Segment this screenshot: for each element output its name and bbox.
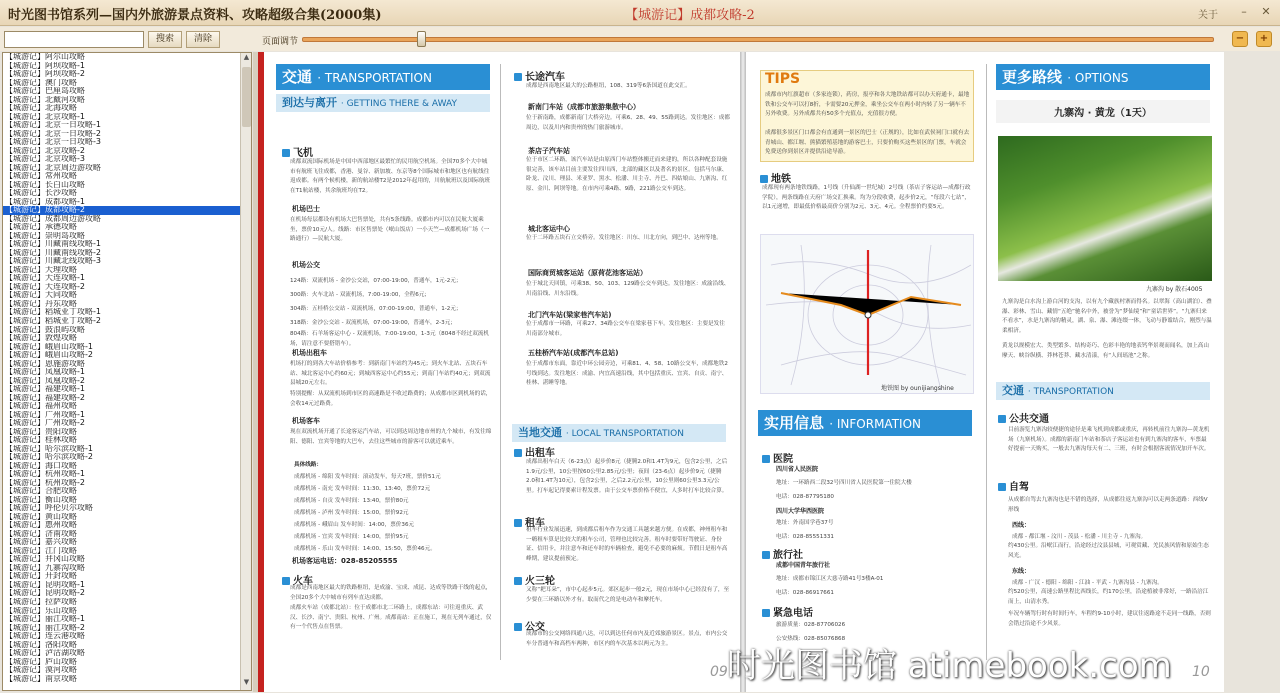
book-list-item[interactable]: 【城游记】丽江攻略-2 <box>5 623 85 632</box>
selfdrive-heading: 自驾 <box>998 478 1029 493</box>
book-list-item[interactable]: 【城游记】敦煌攻略 <box>5 334 77 343</box>
book-list-item[interactable]: 【城游记】成都攻略-1 <box>5 197 85 206</box>
zoom-slider-track[interactable] <box>302 37 1214 42</box>
book-list-item[interactable]: 【城游记】昆明攻略-2 <box>5 589 85 598</box>
transport-banner-en: · TRANSPORTATION <box>317 71 432 85</box>
book-list-item[interactable]: 【城游记】崇明岛攻略 <box>5 231 85 240</box>
local-banner <box>512 424 726 442</box>
book-list-item[interactable]: 【城游记】乐山攻略 <box>5 606 77 615</box>
book-list-item[interactable]: 【城游记】稻城亚丁攻略-2 <box>5 316 101 325</box>
international-para: 位于城北天回镇，可乘38、50、103、129路公交车到达。发往地区：成渝沿线、川南沿线、川东沿线。 <box>526 281 730 297</box>
agency-icon <box>762 551 770 559</box>
page-number-left: 09 <box>710 664 728 680</box>
book-list-item[interactable]: 【城游记】凤凰攻略-1 <box>5 368 85 377</box>
arrive-en: · GETTING THERE & AWAY <box>340 99 457 109</box>
jzg-para-1: 九寨沟是白水沟上游白河的支沟，以有九个藏族村寨而得名。以翠海（高山湖泊）、叠瀑、彩林、雪山、藏情“五绝”驰名中外，被誉为“梦仙境”和“童话世界”。“九寨归来不看水”，水是九寨沟的精灵，湖、泉、瀑、滩连缀一体，飞动与静谧结合，刚烈与温柔相济。 <box>1002 299 1212 334</box>
book-list-item[interactable]: 【城游记】大同攻略 <box>5 291 77 300</box>
column-divider <box>500 64 501 660</box>
plane-icon <box>282 149 290 157</box>
agency-name: 成都中国青年旅行社 <box>776 562 831 569</box>
book-list-item[interactable]: 【城游记】哈尔滨攻略-1 <box>5 444 93 453</box>
book-list-item[interactable]: 【城游记】长沙攻略 <box>5 189 77 198</box>
tips-box <box>760 70 974 162</box>
book-list-item[interactable]: 【城游记】海口攻略 <box>5 461 77 470</box>
book-list-item[interactable]: 【城游记】丽江攻略-1 <box>5 615 85 624</box>
book-list-item[interactable]: 【城游记】昆明攻略-1 <box>5 580 85 589</box>
page-number-right: 10 <box>1192 664 1210 680</box>
drive-tip-para: 车况车辆驾行时有时间行车，车程约9-10小时，建议往返路途不走同一线路，否则会错过沿途不少风景。 <box>1008 611 1211 627</box>
arrive-banner <box>276 94 490 112</box>
international-title: 国际商贸城客运站（原荷花池客运站） <box>528 269 647 277</box>
agency-phone: 电话：028-86917661 <box>776 590 834 596</box>
bus-icon <box>514 73 522 81</box>
book-list-item[interactable]: 【城游记】川藏南线攻略-2 <box>5 248 101 257</box>
book-list-item[interactable]: 【城游记】开封攻略 <box>5 572 77 581</box>
book-list-item[interactable]: 【城游记】惠州攻略 <box>5 521 77 530</box>
hospital1-name: 四川省人民医院 <box>776 466 819 473</box>
chengbei-para: 位于二环路五块石立交桥旁。发往地区：川东、川北方向，到巴中、达州等地。 <box>526 235 722 241</box>
about-button[interactable]: 关于 <box>1198 10 1218 21</box>
book-list-item[interactable]: 【城游记】常州攻略 <box>5 172 77 181</box>
coach-route: 成都机场 - 泸州 发车时间：15:00，票价92元 <box>294 510 409 516</box>
book-list-item[interactable]: 【城游记】澳门攻略 <box>5 78 77 87</box>
more-cn: 更多路线 <box>1002 68 1063 86</box>
book-list-item[interactable]: 【城游记】南京攻略 <box>5 674 77 683</box>
west-route: 成都 - 都江堰 - 汶川 - 茂县 - 松潘 - 川主寺 - 九寨沟。 <box>1012 534 1147 540</box>
more-routes-banner <box>996 64 1210 90</box>
emergency-line: 旅游质量：028-87706026 <box>776 622 846 628</box>
coach-route: 成都机场 - 自贡 发车时间：13:40，票价80元 <box>294 498 409 504</box>
book-list-item[interactable]: 【城游记】福建攻略-2 <box>5 393 85 402</box>
book-list-item[interactable]: 【城游记】丹东攻略 <box>5 299 77 308</box>
book-list-item[interactable]: 【城游记】衡山攻略 <box>5 495 77 504</box>
book-list-item[interactable]: 【城游记】福州攻略 <box>5 402 77 411</box>
book-list-item[interactable]: 【城游记】稻城亚丁攻略-1 <box>5 308 101 317</box>
book-list-item[interactable]: 【城游记】九寨沟攻略 <box>5 563 85 572</box>
book-list-item[interactable]: 【城游记】哈尔滨攻略-2 <box>5 453 93 462</box>
jzg-para-2: 黄龙以规模宏大、类型繁多、结构奇巧、色彩丰艳的地表钙华景观而闻名，加上高山摩天、峡谷纵横、莽林苍莽、藏水清漾，有“人间瑶池”之称。 <box>1002 343 1209 359</box>
transit-line: 804路：石羊场客运中心 - 双流机场，7:00-19:00，1-3元（8048不经过双流机场，请注意不要搭错车）。 <box>290 331 489 347</box>
toolbar <box>0 27 1280 51</box>
book-list-item[interactable]: 【城游记】北京一日攻略-3 <box>5 138 101 147</box>
scroll-up-icon[interactable]: ▲ <box>243 53 250 61</box>
photo-caption: 九寨沟 by 散石4005 <box>1146 286 1203 293</box>
right-page <box>746 52 1224 692</box>
transit-line: 124路：双流机场 - 金沙公交站，07:00-19:00，普通车，1元-2元； <box>290 278 462 284</box>
title-bar <box>0 0 1280 26</box>
hospital2-addr: 地址：外南国学巷37号 <box>776 520 834 526</box>
right-gutter <box>1224 52 1280 692</box>
airport-taxi-para: 机场打的到各大车站价格参考：到新南门车站约为45元；到火车北站、五块石车站、城北客运中心约60元；到城西客运中心约55元；到南门车站约40元；到双流县城20元左右。 <box>290 361 491 387</box>
book-list-item[interactable]: 【城游记】峨眉山攻略-1 <box>5 342 93 351</box>
airport-coach-para: 现在双流机场开通了长途客运汽车站，可以到达周边地市州的九个城市，有发往绵阳、德阳、宜宾等地的大巴车，去往这些城市的游客可以就近乘车。 <box>290 429 492 445</box>
airport-bus-title: 机场巴士 <box>292 205 320 213</box>
agency-addr: 地址：成都市锦江区大慈寺路41号3楼A-01 <box>776 576 884 582</box>
list-scrollbar[interactable] <box>240 53 251 690</box>
hospital1-phone: 电话：028-87795180 <box>776 494 834 500</box>
phone-icon <box>762 609 770 617</box>
plane-heading: 飞机 <box>282 144 313 159</box>
hospital2-name: 四川大学华西医院 <box>776 508 825 515</box>
book-list[interactable] <box>2 52 252 691</box>
hospital2-phone: 电话：028-85551331 <box>776 534 834 540</box>
coach-phone: 机场客运电话：028-85205555 <box>292 557 398 565</box>
book-list-item[interactable]: 【城游记】广州攻略-1 <box>5 410 85 419</box>
beimen-para: 位于成都市一环路，可乘27、34路公交车在梁家巷下车。发往地区：主要是发往川南部分城市。 <box>526 321 725 337</box>
zoom-out-icon[interactable]: − <box>1232 31 1248 47</box>
airport-taxi-title: 机场出租车 <box>292 349 327 357</box>
train-para: 成都是西南地区最大的铁路枢纽，是成渝、宝成、成昆、达成等铁路干线的起点，全国20多个大中城市有列车直达成都。 <box>290 585 492 601</box>
east-route: 成都 - 广汉 - 德阳 - 绵阳 - 江油 - 平武 - 九寨沟县 - 九寨沟。 <box>1012 580 1163 586</box>
site-watermark: 时光图书馆 atimebook.com <box>727 646 1172 686</box>
agency-heading: 旅行社 <box>762 546 803 561</box>
metro-map-graphic <box>761 235 975 395</box>
public-para: 目前游览九寨沟较便捷的途径是乘飞机到成都或重庆，再转机前往九寨沟—黄龙机场（九寨机场）。成都的新南门车站和茶店子客运站也有到九寨沟的客车，车票最好提前一天购买，一般去九寨沟每天有二、三班，有时会根据客流情况加开车次。 <box>1008 427 1210 453</box>
route-title: 九寨沟 · 黄龙（1天） <box>996 100 1210 123</box>
book-list-item[interactable]: 【城游记】北京攻略-3 <box>5 155 85 164</box>
book-list-item[interactable]: 【城游记】杭州攻略-2 <box>5 478 85 487</box>
train-stations: 成都火车站（成都北站）：位于成都市北二环路上，成都东站：可往返重庆、武汉、长沙、南宁、贵阳、杭州、广州。成都南站：正在施工，现在无列车通过，仅有一个代售点在售票。 <box>290 605 492 631</box>
book-list-item[interactable]: 【城游记】洛阳攻略 <box>5 640 77 649</box>
east-para: 约520公里，高速公路里程比西线长，约170公里，沿途植被非常好，一路沿涪江而上，山清水秀。 <box>1008 589 1209 605</box>
wuguiqiao-para: 位于成都市东面，靠近中环公园旁边，可乘81、4、58、10路公交车，成都地铁2号线到达。发往地区：成渝、内宜高速沿线，其中包括重庆、宜宾、自贡、南宁、桂林、湛睡等地。 <box>526 361 728 387</box>
book-list-item[interactable]: 【城游记】广州攻略-2 <box>5 419 85 428</box>
emergency-line: 公安热线：028-85076868 <box>776 636 846 642</box>
book-list-item[interactable]: 【城游记】福建攻略-1 <box>5 385 85 394</box>
transport-banner-cn: 交通 <box>282 68 313 86</box>
book-list-item[interactable]: 【城游记】川藏北线攻略-3 <box>5 257 101 266</box>
book-title: 【城游记】成都攻略-2 <box>625 8 755 23</box>
local-cn: 当地交通 <box>518 426 562 439</box>
tips-title: TIPS <box>765 71 801 87</box>
book-list-item[interactable]: 【城游记】拉萨攻略 <box>5 598 77 606</box>
transit-line: 318路：金沙公交站 - 双流机场，07:00-19:00，普通车，2-3元； <box>290 320 456 326</box>
tips-para-1: 成都市内红旗超市（多家连锁），药房，报亭和各大地铁站都可以办天府通卡，最地铁和公交车可以打8折，卡需要20元押金，乘坐公交车在两小时内转了另一辆车不另外收费。另外成都共有50多个充值点，充值很方便。 <box>765 92 970 118</box>
car-icon <box>998 483 1006 491</box>
coach-route: 成都机场 - 乐山 发车时间：14:00、15:50，票价46元。 <box>294 546 436 552</box>
book-list-item[interactable]: 【城游记】合肥攻略 <box>5 487 77 496</box>
metro-map <box>760 234 974 394</box>
book-list-item[interactable]: 【城游记】桂林攻略 <box>5 436 77 445</box>
practical-banner <box>758 410 972 436</box>
bus-icon <box>514 623 522 631</box>
left-page <box>264 52 740 692</box>
coach-route: 成都机场 - 南充 发车时间：11:30、13:40，票价72元 <box>294 486 431 492</box>
hospital-heading: 医院 <box>762 450 793 465</box>
metro-icon <box>760 175 768 183</box>
metro-para: 成都现有两条地铁线路，1号线（升仙湖一世纪城）2号线（茶店子客运站—成都行政学院），两条线路在天府广场交汇换乘。均为分段收费，起步价2元，“每段六七站”，以1元递增，即最低价格最高价分别为2元、3元、4元。全程票价约要5元。 <box>762 185 971 211</box>
book-list-item[interactable]: 【城游记】庐山攻略 <box>5 657 77 666</box>
book-list-item[interactable]: 【城游记】巴厘岛攻略 <box>5 87 85 96</box>
book-list-item[interactable]: 【城游记】恩施游攻略 <box>5 359 85 368</box>
east-label: 东线： <box>1012 568 1031 575</box>
close-icon[interactable]: ✕ <box>1261 5 1271 18</box>
west-para: 约430公里。沿岷江而行，沿途经过汶县县城，可观赏藏、羌民族风情和原始生态风光。 <box>1008 543 1209 559</box>
train-icon <box>282 577 290 585</box>
metro-map-credit: 地铁图 by ounijiangshine <box>881 385 954 392</box>
plane-para: 成都双流国际机场是中国中西部地区最繁忙的民用航空机场。全国70多个大中城市有航班飞往成都，香港、曼谷、新加坡、东京等8个国际城市和地区也有航线往返成都。有两个候机楼，新的航站楼T2是2012年起用的，川航航班以及国际航班在T1航站楼，其余航班均在T2。 <box>290 159 491 194</box>
tips-para-2: 成都很多景区门口都会有直通到一景区的巴士（正规的），比如在武侯祠门口就有去青城山、都江堰、熊猫繁殖基地的游客巴士，只要价购买这些景区的门票，车就会免费送你到景区并提供沿途导游。 <box>765 130 970 156</box>
metro-heading: 地铁 <box>760 170 791 185</box>
bus-heading: 公交 <box>514 618 545 633</box>
chengbei-title: 城北客运中心 <box>528 225 570 233</box>
book-list-item[interactable]: 【城游记】井冈山攻略 <box>5 555 85 564</box>
practical-cn: 实用信息 <box>764 414 825 432</box>
taxi-icon <box>514 449 522 457</box>
hospital1-addr: 地址：一环路西二段32号四川省人民医院第一住院大楼 <box>776 480 912 486</box>
book-list-item[interactable]: 【城游记】济南攻略 <box>5 529 77 538</box>
book-list-item[interactable]: 【城游记】凤凰攻略-2 <box>5 376 85 385</box>
book-list-item[interactable]: 【城游记】鼓浪屿攻略 <box>5 325 85 334</box>
coach-route: 成都机场 - 峨眉山 发车时间：14:00，票价36元 <box>294 522 415 528</box>
book-list-item[interactable]: 【城游记】北海攻略 <box>5 104 77 113</box>
coach-station-heading: 长途汽车 <box>514 68 565 83</box>
book-list-item[interactable]: 【城游记】连云港攻略 <box>5 632 85 641</box>
book-list-item[interactable]: 【城游记】阿坝攻略-2 <box>5 70 85 79</box>
book-list-item[interactable]: 【城游记】贵阳攻略 <box>5 427 77 436</box>
sanlun-para: 又称“耙耳朵”，市中心起步5元。郊区起步一般2元，现在市场中心已经没有了，至少要在三环路以外才有。取而代之的是电动车和摩托车。 <box>526 587 730 603</box>
tricycle-icon <box>514 577 522 585</box>
zoom-in-icon[interactable]: + <box>1256 31 1272 47</box>
taxi-para: 成都出租车白天（6-23点）起步价8元（捷腾2.0和1.4T为9元，包含2公里，之后1.9元/公里，10公里按60公里2.85元/公里；夜间（23-6点）起步价9元（捷腾2.0和1.4T为10元），包含2公里，之后2.2元/公里，10公里则60公里3.3元/公里。打车起记得要索计程发票。由于公交车票价格不便宜，人多时打车比较合算。 <box>526 459 728 494</box>
bus-icon <box>998 415 1006 423</box>
search-button[interactable]: 搜索 <box>148 31 182 48</box>
chadianzi-title: 茶店子汽车站 <box>528 147 570 155</box>
book-list-item[interactable]: 【城游记】北京攻略-1 <box>5 112 85 121</box>
book-list-item[interactable]: 【城游记】嘉兴攻略 <box>5 538 77 547</box>
emergency-heading: 紧急电话 <box>762 604 813 619</box>
wuguiqiao-title: 五桂桥汽车站(成都汽车总站) <box>528 349 619 357</box>
book-list-item[interactable]: 【城游记】杭州攻略-1 <box>5 470 85 479</box>
book-list-item[interactable]: 【城游记】北京一日攻略-1 <box>5 121 101 130</box>
scrollbar-thumb[interactable] <box>242 67 251 127</box>
chadianzi-para: 位于市区二环路，该汽车站是由原西门车站整体搬迁而来建的，所以各种配套设施很完善，该车站目前主要发往四川西，北部的藏区以及著名的景区。包括马尔康、卧龙、汶川、理县、米亚罗、黑水、松潘、川主寺、丹巴、四姑娘山、九寨沟、红原、金川、阿坝等地。在市内可乘4路、9路，221路公交车到达。 <box>526 157 728 192</box>
book-list-item[interactable]: 【城游记】大连攻略-1 <box>5 274 85 283</box>
taxi-heading: 出租车 <box>514 444 555 459</box>
local-en: · LOCAL TRANSPORTATION <box>565 429 684 439</box>
book-list-item[interactable]: 【城游记】泸沽湖攻略 <box>5 649 85 658</box>
search-input[interactable] <box>4 31 144 48</box>
airport-coach-title: 机场客车 <box>292 417 320 425</box>
transport-banner <box>276 64 490 90</box>
xinnanmen-para: 位于新南路，成都新南门大桥旁边。可乘6、28、49、55路到达。发往地区：成都周边，以及川内和贵州的热门旅游城市。 <box>526 115 730 131</box>
airport-bus-para: 在机场每层都设有机场大巴售票处，共有5条线路。成都市内可以在民航大厦乘坐，票价10元/人。线路：市区售票处（岷山饭店）一小天竺—成都机场广场（一路通行）—民航大厦。 <box>290 217 490 243</box>
selfdrive-intro: 从成都自驾去九寨沟也是不错的选择，从成都往返九寨沟可以走两条道路：西线V形线 <box>1008 497 1208 513</box>
transport2-en: · TRANSPORTATION <box>1027 387 1114 397</box>
airport-transit-title: 机场公交 <box>292 261 320 269</box>
book-list-item[interactable]: 【城游记】长白山攻略 <box>5 180 85 189</box>
arrive-cn: 到达与离开 <box>282 96 337 109</box>
app-title: 时光图书馆系列—国内外旅游景点资料、攻略超级合集(2000集) <box>8 8 382 23</box>
book-list-item[interactable]: 【城游记】川藏南线攻略-1 <box>5 240 101 249</box>
west-label: 西线： <box>1012 522 1031 529</box>
book-list-item[interactable]: 【城游记】北戴河攻略 <box>5 95 85 104</box>
coach-station-para: 成都是西南地区最大的公路枢纽，108、319等6条国道在此交汇。 <box>526 83 691 89</box>
rent-para: 租车行业发展迅速，到成都后租车作为交通工具越来越方便。在成都，神州租车和一嗨租车算是比较大的租车公司，管理也比较完善。租车时要带好驾驶证、身份证、信用卡，并注意车和还车时的车辆检查，避免不必要的麻烦。节假日是租车高峰期，建议提前预定。 <box>526 527 728 562</box>
xinnanmen-title: 新南门车站（成都市旅游集散中心） <box>528 103 640 111</box>
book-list-item[interactable]: 【城游记】黄山攻略 <box>5 512 77 521</box>
book-list-item[interactable]: 【城游记】北京周边游攻略 <box>5 163 101 172</box>
zoom-label: 页面调节 <box>262 37 299 47</box>
route-info-label: 具体线路： <box>294 462 322 468</box>
car-icon <box>514 519 522 527</box>
jiuzhaigou-photo <box>998 136 1212 281</box>
book-list-item[interactable]: 【城游记】峨眉山攻略-2 <box>5 351 93 360</box>
book-list-item[interactable]: 【城游记】成都周边游攻略 <box>5 214 101 223</box>
coach-route: 成都机场 - 宜宾 发车时间：14:00，票价95元 <box>294 534 409 540</box>
minimize-icon[interactable]: – <box>1241 5 1247 18</box>
book-list-item[interactable]: 【城游记】北京攻略-2 <box>5 146 85 155</box>
book-list-item[interactable]: 【城游记】呼伦贝尔攻略 <box>5 504 93 513</box>
book-list-item[interactable]: 【城游记】承德攻略 <box>5 223 77 232</box>
transit-line: 300路：火车北站 - 双流机场，7:00-19:00，全程6元； <box>290 292 431 298</box>
transport2-cn: 交通 <box>1002 384 1024 397</box>
rent-heading: 租车 <box>514 514 545 529</box>
book-list-item[interactable]: 【城游记】漠河攻略 <box>5 666 77 675</box>
book-list-item[interactable]: 【城游记】大连攻略-2 <box>5 282 85 291</box>
book-list-items <box>3 53 241 683</box>
book-list-item[interactable]: 【城游记】阿尔山攻略 <box>5 53 85 61</box>
transit-line: 304路：五桂桥公交站 - 双流机场，07:00-19:00，普通车，1-2元； <box>290 306 462 312</box>
book-list-item[interactable]: 【城游记】大理攻略 <box>5 265 77 274</box>
column-divider <box>986 64 987 660</box>
public-heading: 公共交通 <box>998 410 1049 425</box>
train-heading: 火车 <box>282 572 313 587</box>
coach-route: 成都机场 - 绵阳 发车时间：滚动发车，每天7班，票价51元 <box>294 474 441 480</box>
clear-button[interactable]: 清除 <box>186 31 220 48</box>
scroll-down-icon[interactable]: ▼ <box>243 678 250 686</box>
more-en: · OPTIONS <box>1067 71 1129 85</box>
book-list-item[interactable]: 【城游记】北京一日攻略-2 <box>5 129 101 138</box>
sanlun-heading: 火三轮 <box>514 572 555 587</box>
hospital-icon <box>762 455 770 463</box>
book-list-item[interactable]: 【城游记】阿坝攻略-1 <box>5 61 85 70</box>
transport2-banner <box>996 382 1210 400</box>
beimen-title: 北门汽车站(梁家巷汽车站) <box>528 311 612 319</box>
practical-en: · INFORMATION <box>829 417 922 431</box>
zoom-slider-thumb[interactable] <box>417 31 426 47</box>
book-list-item[interactable]: 【城游记】成都攻略-2 <box>3 206 241 215</box>
special-note: 特别提醒：从双流机场到市区的高速路是不收过路费的；从成都市区到机场的话，会收14元过路费。 <box>290 391 492 407</box>
book-list-item[interactable]: 【城游记】江门攻略 <box>5 546 77 555</box>
bus-para: 成都市的公交网络四通八达，可以到达任何市内及近郊旅游景区。景点，市内公交车分普通车和高档车两种，市区内的车次基本以两元为主。 <box>526 631 728 647</box>
